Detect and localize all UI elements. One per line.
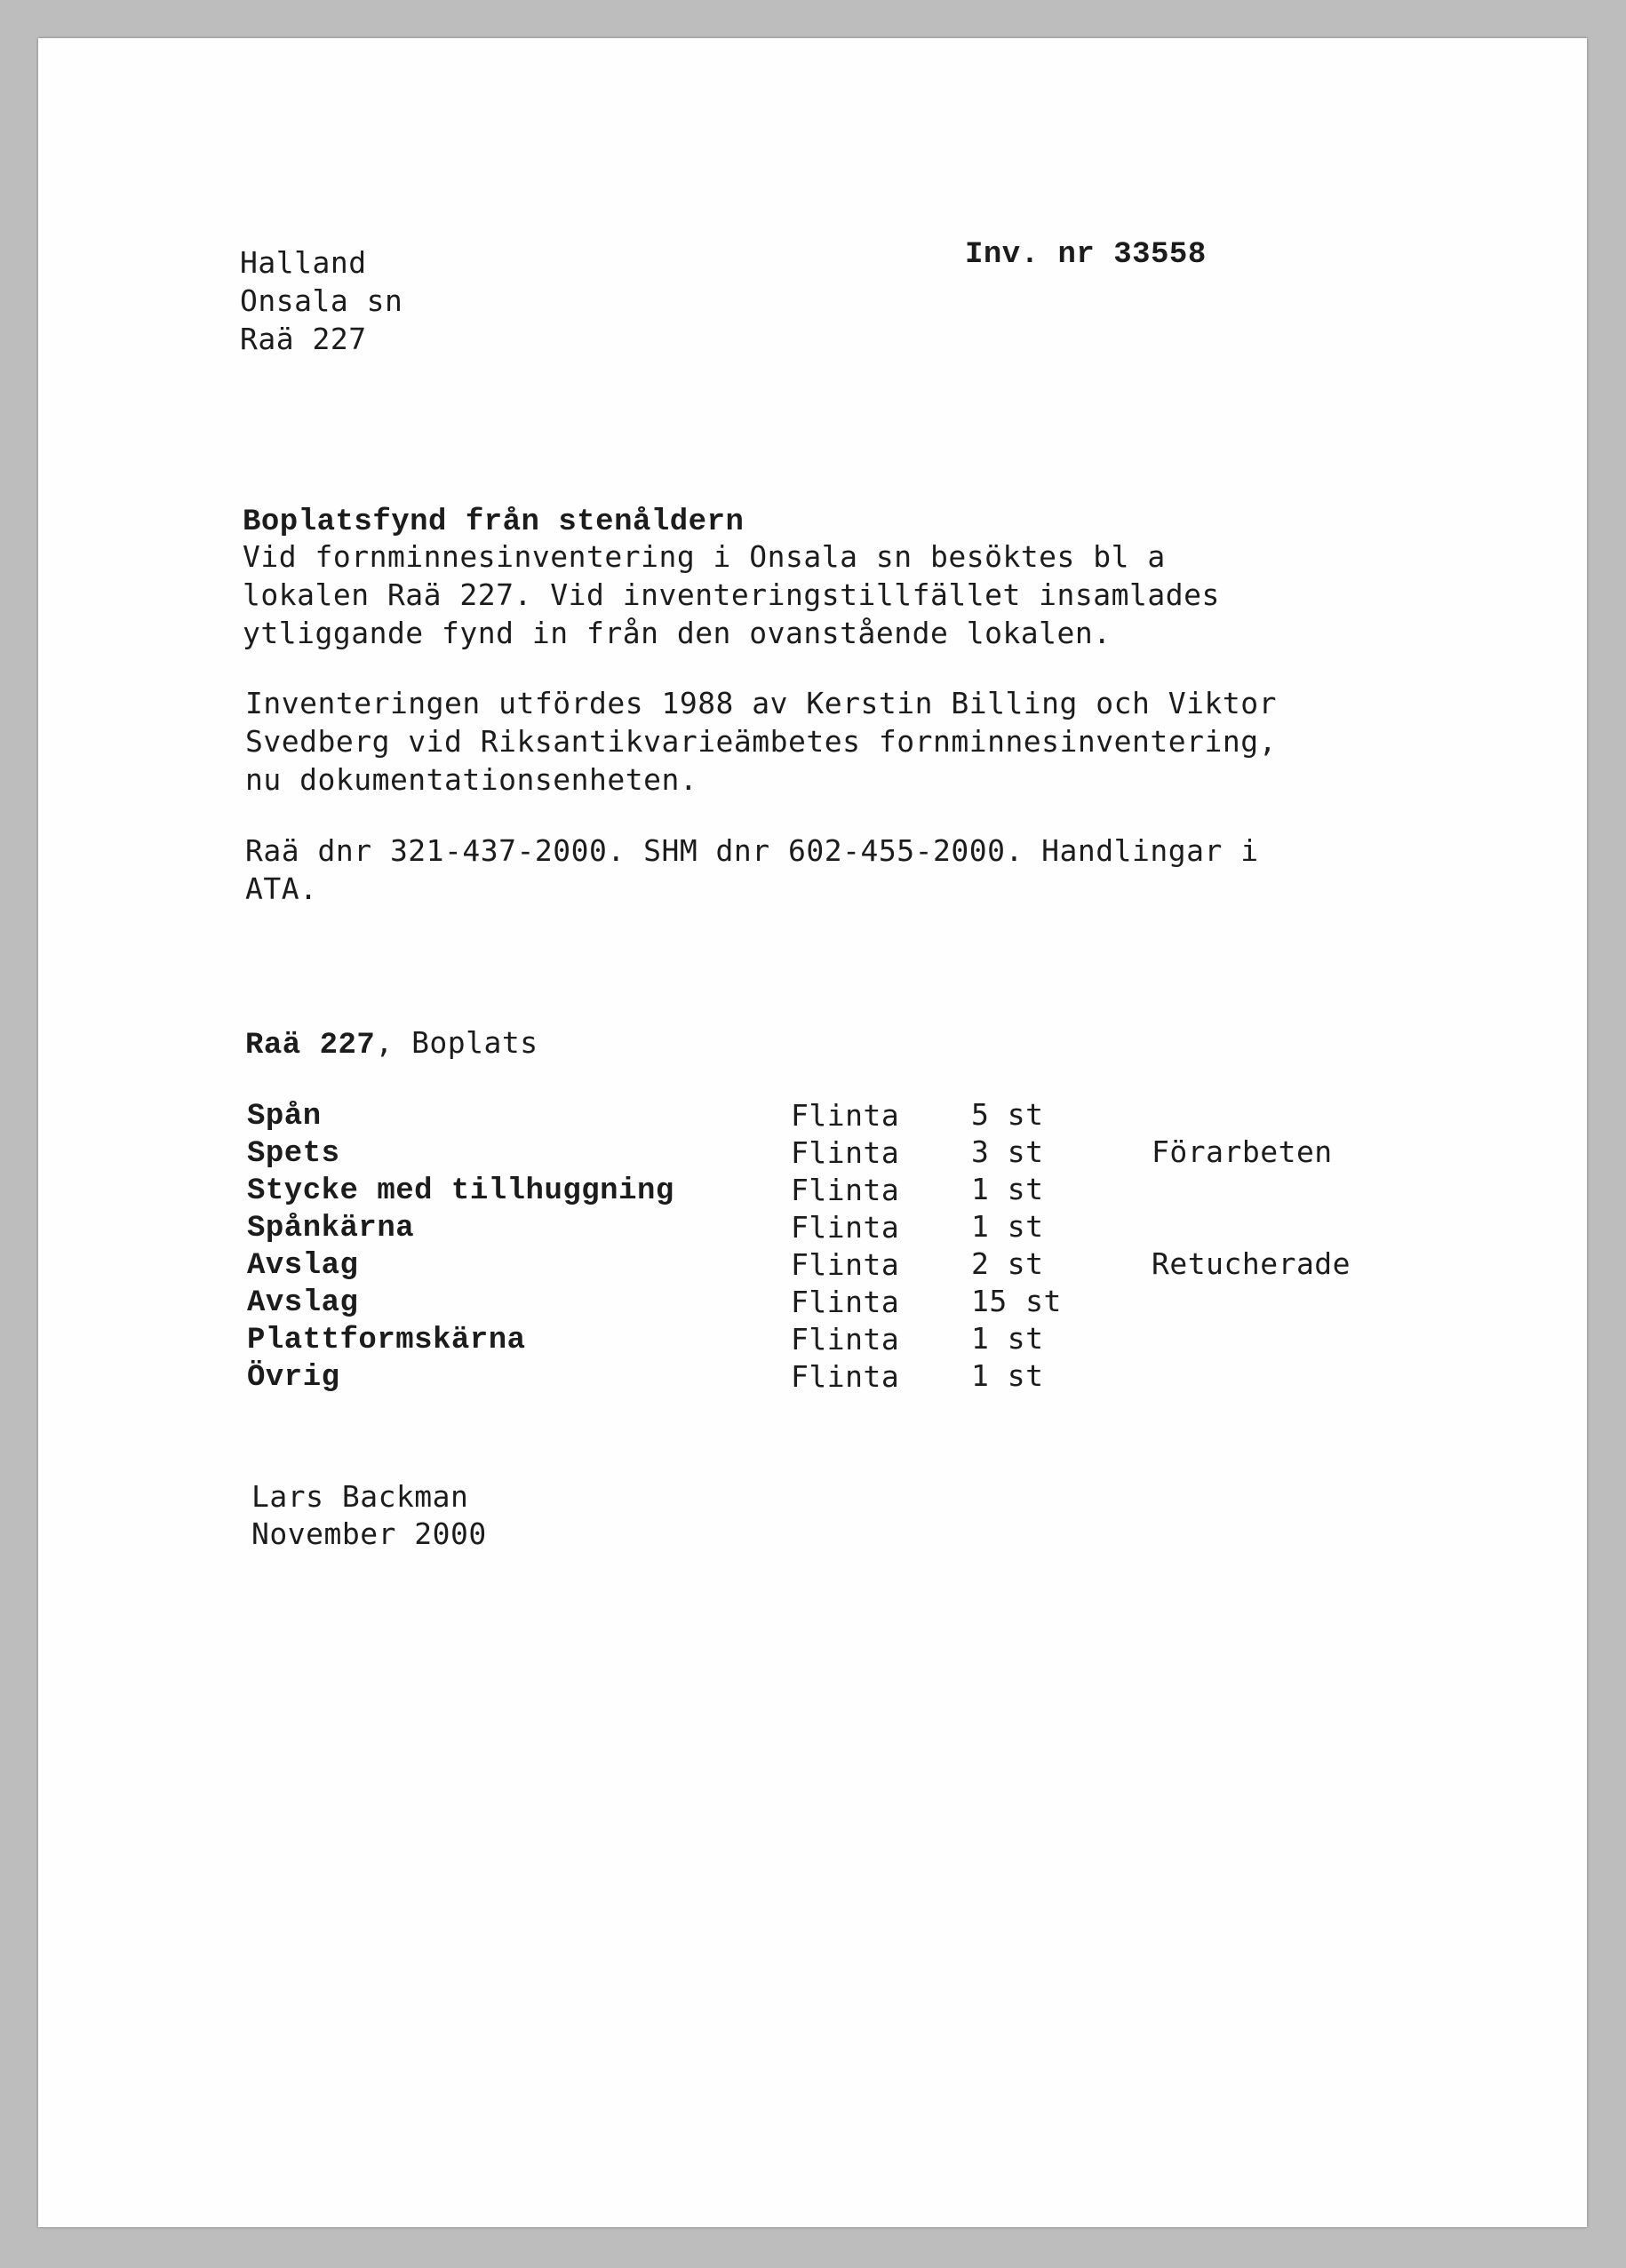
paragraph-line: ATA.: [245, 871, 318, 906]
paragraph-line: Svedberg vid Riksantikvarieämbetes fornminnesinventering,: [245, 724, 1277, 759]
paragraph-inventory: [245, 684, 1277, 799]
find-object: Spets: [247, 1137, 340, 1171]
find-material: Flinta: [791, 1210, 900, 1245]
find-count: 5 st: [971, 1097, 1044, 1132]
find-object: Plattformskärna: [247, 1324, 526, 1357]
find-count: 2 st: [971, 1246, 1044, 1281]
find-material: Flinta: [791, 1322, 900, 1357]
find-object: Spån: [247, 1100, 322, 1134]
document-page: [38, 38, 1587, 2227]
find-object: Stycke med tillhuggning: [247, 1174, 674, 1208]
find-object: Spånkärna: [247, 1212, 415, 1245]
paragraph-references: [245, 832, 1259, 908]
find-count: 1 st: [971, 1172, 1044, 1206]
paragraph-line: Inventeringen utfördes 1988 av Kerstin Billing och Viktor: [245, 686, 1277, 720]
find-material: Flinta: [791, 1247, 900, 1282]
find-count: 1 st: [971, 1358, 1044, 1393]
location-parish: Onsala sn: [240, 283, 403, 318]
find-count: 1 st: [971, 1321, 1044, 1356]
find-material: Flinta: [791, 1285, 900, 1319]
find-material: Flinta: [791, 1173, 900, 1207]
site-label-type: , Boplats: [375, 1025, 538, 1060]
paragraph-line: Vid fornminnesinventering i Onsala sn besöktes bl a: [243, 539, 1166, 574]
location-county: Halland: [240, 245, 367, 280]
site-label-id: Raä 227: [245, 1029, 376, 1062]
paragraph-line: lokalen Raä 227. Vid inventeringstillfället insamlades: [243, 577, 1220, 612]
section-heading: Boplatsfynd från stenåldern: [243, 505, 745, 539]
find-count: 3 st: [971, 1134, 1044, 1169]
location-site: Raä 227: [240, 322, 367, 356]
paragraph-description: [243, 537, 1220, 652]
find-material: Flinta: [791, 1098, 900, 1133]
find-material: Flinta: [791, 1135, 900, 1170]
paragraph-line: ytliggande fynd in från den ovanstående lokalen.: [243, 616, 1112, 650]
find-count: 1 st: [971, 1209, 1044, 1244]
find-count: 15 st: [971, 1284, 1062, 1318]
find-note: Förarbeten: [1152, 1134, 1333, 1169]
find-object: Avslag: [247, 1249, 359, 1283]
signature-name: Lars Backman: [251, 1479, 469, 1514]
find-object: Övrig: [247, 1361, 340, 1395]
site-label: [245, 1025, 538, 1062]
find-note: Retucherade: [1152, 1246, 1351, 1281]
paragraph-line: Raä dnr 321-437-2000. SHM dnr 602-455-2000. Handlingar i: [245, 833, 1259, 868]
find-object: Avslag: [247, 1286, 359, 1320]
signature-date: November 2000: [251, 1516, 487, 1551]
inventory-number: Inv. nr 33558: [965, 238, 1207, 272]
paragraph-line: nu dokumentationsenheten.: [245, 762, 698, 797]
find-material: Flinta: [791, 1359, 900, 1394]
